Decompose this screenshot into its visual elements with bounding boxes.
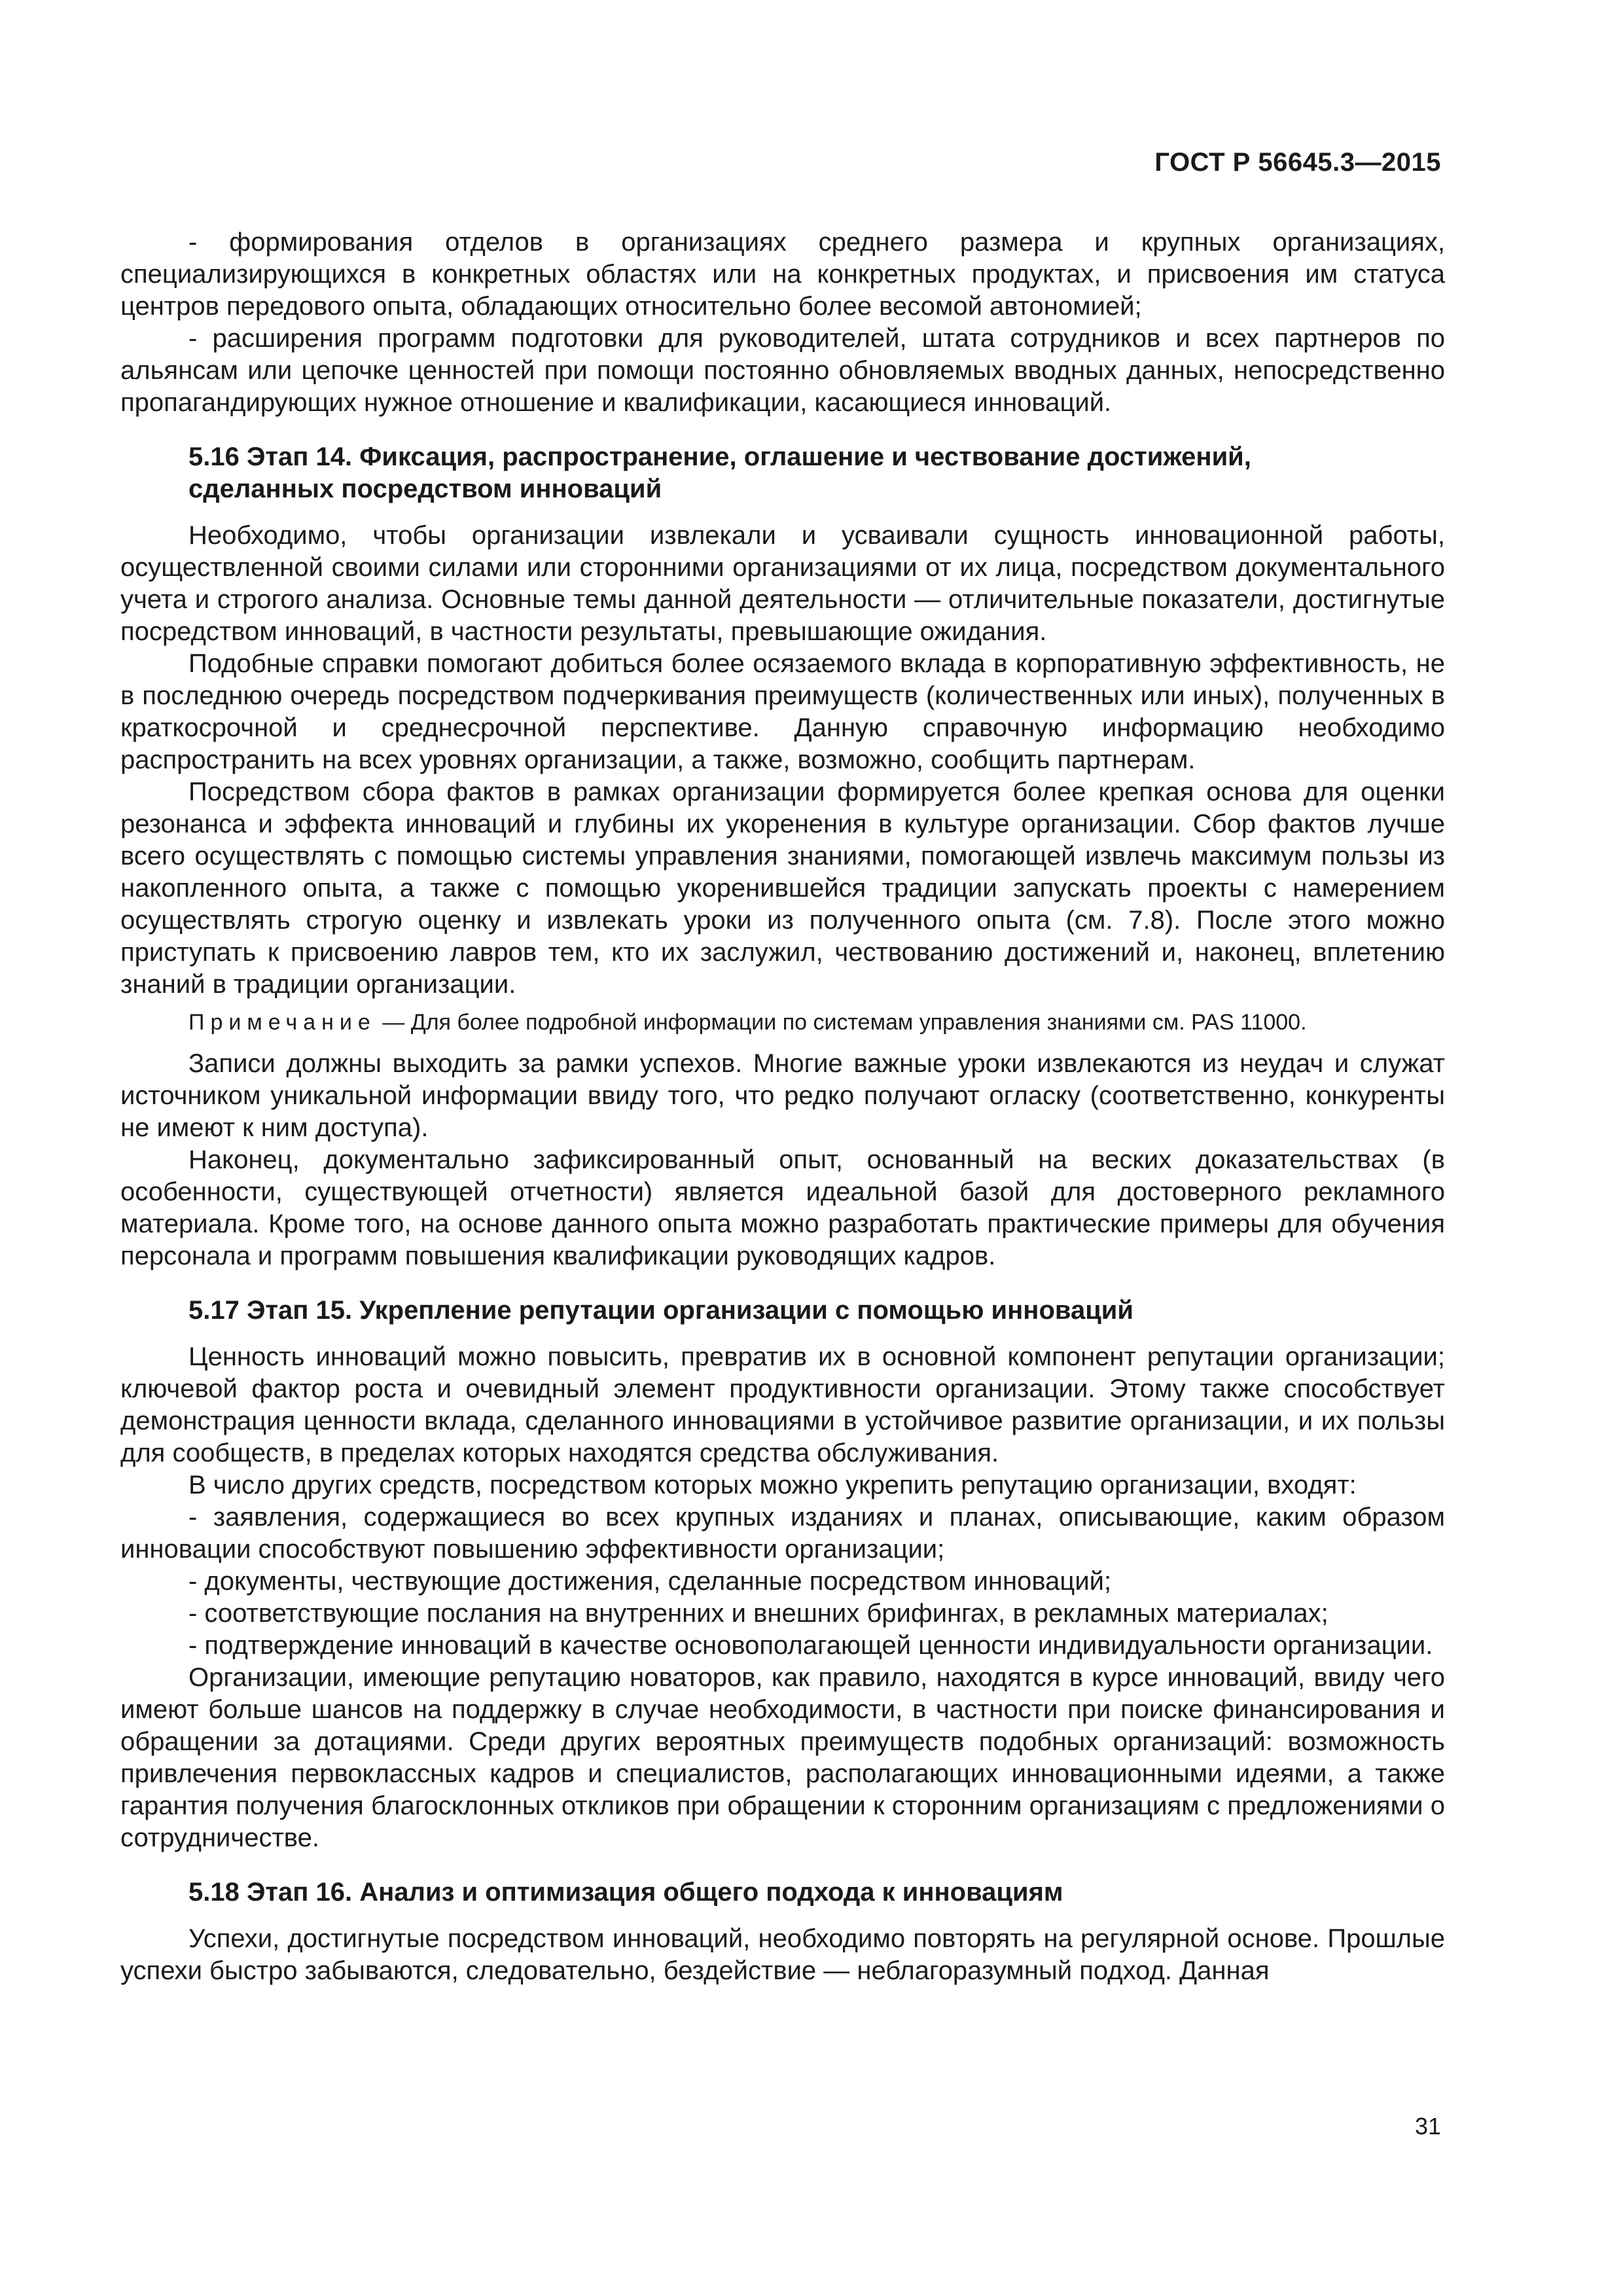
section-5-17-paragraph: Организации, имеющие репутацию новаторов, как правило, находятся в курсе инноваций, ввиду чего имеют больше шансов на поддержку в случае необходимости, в частности при поиске финансирования и обращении за дотациями. Среди других вероятных преимуществ подобных организаций: возможность привлечения первоклассных кадров и специалистов, располагающих инновационными идеями, а также гарантия получения благосклонных откликов при обращении к сторонним организациям с предложениями о сотрудничестве. [120, 1663, 1445, 1852]
section-5-16-paragraph: Необходимо, чтобы организации извлекали и усваивали сущность инновационной работы, осуществленной своими силами или сторонними организациями от их лица, посредством документального учета и строгого анализа. Основные темы данной деятельности — отличительные показатели, достигнутые посредством инноваций, в частности результаты, превышающие ожидания. [120, 521, 1445, 646]
section-5-17-list-item: - соответствующие послания на внутренних и внешних брифингах, в рекламных материалах; [188, 1599, 1329, 1628]
section-5-17-list-item: - заявления, содержащиеся во всех крупных изданиях и планах, описывающие, каким образом инновации способствуют повышению эффективности организации; [120, 1503, 1445, 1564]
section-5-16-paragraph: Посредством сбора фактов в рамках организации формируется более крепкая основа для оценки резонанса и эффекта инноваций и глубины их укоренения в культуре организации. Сбор фактов лучше всего осуществлять с помощью системы управления знаниями, помогающей извлечь максимум пользы из накопленного опыта, а также с помощью укоренившейся традиции запускать проекты с намерением осуществлять строгую оценку и извлекать уроки из полученного опыта (см. 7.8). После этого можно приступать к присвоению лавров тем, кто их заслужил, чествованию достижений и, наконец, вплетению знаний в традиции организации. [120, 778, 1445, 999]
section-5-16-paragraph: Подобные справки помогают добиться более осязаемого вклада в корпоративную эффективность, не в последнюю очередь посредством подчеркивания преимуществ (количественных или иных), полученных в краткосрочной и среднесрочной перспективе. Данную справочную информацию необходимо распространить на всех уровнях организации, а также, возможно, сообщить партнерам. [120, 649, 1445, 774]
page-content [120, 226, 1445, 1987]
section-5-16-heading-line2: сделанных посредством инноваций [188, 475, 662, 503]
note-text: — Для более подробной информации по системам управления знаниями см. PAS 11000. [376, 1010, 1307, 1035]
section-5-17-paragraph: В число других средств, посредством которых можно укрепить репутацию организации, входят: [188, 1471, 1357, 1499]
section-5-18-paragraph: Успехи, достигнутые посредством инноваций, необходимо повторять на регулярной основе. Прошлые успехи быстро забываются, следовательно, бездействие — неблагоразумный подход. Данная [120, 1924, 1445, 1985]
section-5-16-paragraph: Записи должны выходить за рамки успехов. Многие важные уроки извлекаются из неудач и служат источником уникальной информации ввиду того, что редко получают огласку (соответственно, конкуренты не имеют к ним доступа). [120, 1049, 1445, 1142]
note [120, 1007, 1445, 1037]
section-5-17-list-item: - документы, чествующие достижения, сделанные посредством инноваций; [188, 1567, 1112, 1596]
section-5-16-heading [120, 441, 1445, 505]
section-5-17-paragraph: Ценность инноваций можно повысить, превратив их в основной компонент репутации организации; ключевой фактор роста и очевидный элемент продуктивности организации. Этому также способствует демонстрация ценности вклада, сделанного инновациями в устойчивое развитие организации, и их пользы для сообществ, в пределах которых находятся средства обслуживания. [120, 1342, 1445, 1467]
note-label: Примечание [188, 1010, 376, 1035]
section-5-17-heading: 5.17 Этап 15. Укрепление репутации организации с помощью инноваций [188, 1296, 1133, 1325]
section-5-17-list-item: - подтверждение инноваций в качестве основополагающей ценности индивидуальности организации. [188, 1631, 1433, 1660]
intro-list-item: - расширения программ подготовки для руководителей, штата сотрудников и всех партнеров по альянсам или цепочке ценностей при помощи постоянно обновляемых вводных данных, непосредственно пропагандирующих нужное отношение и квалификации, касающиеся инноваций. [120, 324, 1445, 417]
intro-list-item: - формирования отделов в организациях среднего размера и крупных организациях, специализирующихся в конкретных областях или на конкретных продуктах, и присвоения им статуса центров передового опыта, обладающих относительно более весомой автономией; [120, 228, 1445, 321]
standard-code-header: ГОСТ Р 56645.3—2015 [1154, 148, 1441, 177]
section-5-16-heading-line1: 5.16 Этап 14. Фиксация, распространение, оглашение и чествование достижений, [188, 442, 1251, 471]
section-5-18-heading: 5.18 Этап 16. Анализ и оптимизация общего подхода к инновациям [188, 1878, 1063, 1907]
page-number: 31 [1414, 2113, 1441, 2140]
section-5-16-paragraph: Наконец, документально зафиксированный опыт, основанный на веских доказательствах (в особенности, существующей отчетности) является идеальной базой для достоверного рекламного материала. Кроме того, на основе данного опыта можно разработать практические примеры для обучения персонала и программ повышения квалификации руководящих кадров. [120, 1145, 1445, 1270]
